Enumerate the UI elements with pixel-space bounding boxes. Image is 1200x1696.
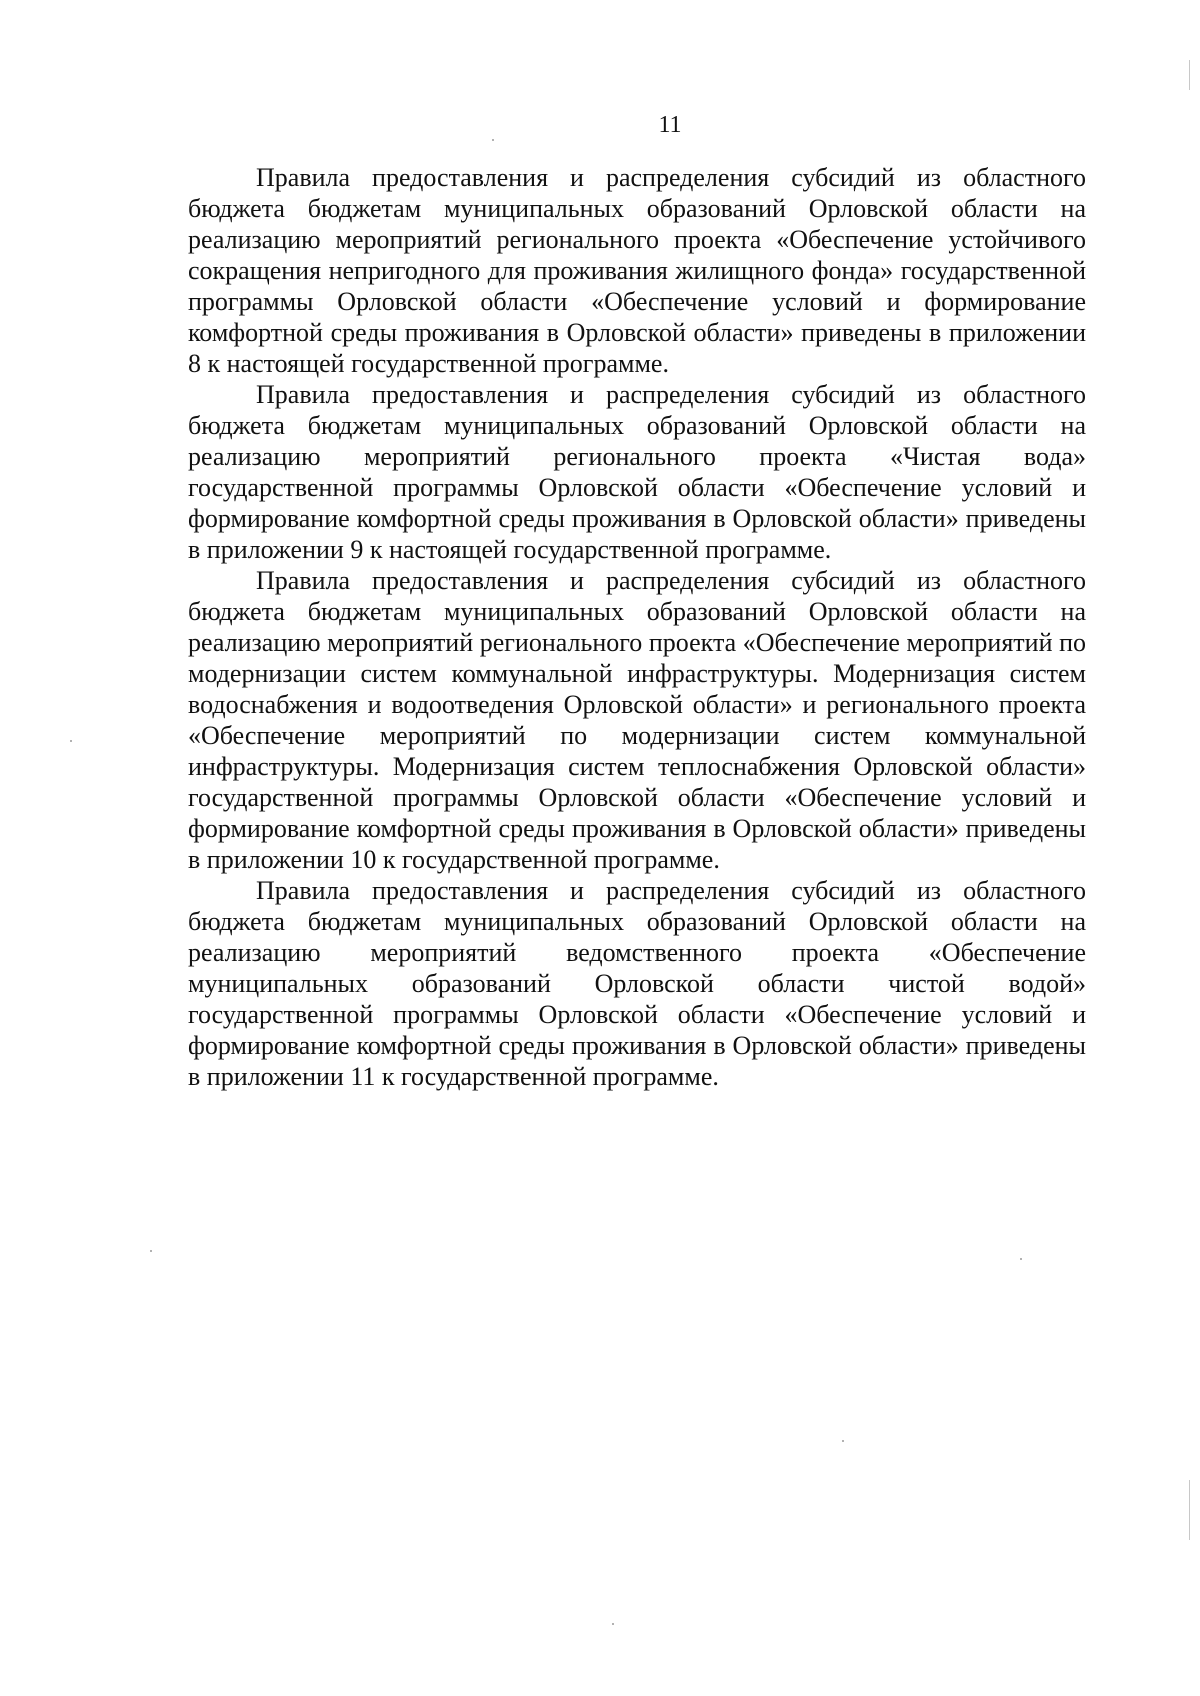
scan-speck (492, 139, 494, 141)
scan-speck (612, 1623, 614, 1625)
scan-edge-mark (1189, 60, 1190, 90)
paragraph-appendix-9: Правила предоставления и распределения субсидий из областного бюджета бюджетам муниципальных образований Орловской области на реализацию мероприятий регионального проекта «Чистая вода» государственной программы Орловской области «Обеспечение условий и формирование комфортной среды проживания в Орловской области» приведены в приложении 9 к настоящей государственной программе. (188, 380, 1086, 564)
body-text (188, 162, 1086, 1092)
paragraph-appendix-11: Правила предоставления и распределения субсидий из областного бюджета бюджетам муниципальных образований Орловской области на реализацию мероприятий ведомственного проекта «Обеспечение муниципальных образований Орловской области чистой водой» государственной программы Орловской области «Обеспечение условий и формирование комфортной среды проживания в Орловской области» приведены в приложении 11 к государственной программе. (188, 876, 1086, 1091)
scan-speck (1020, 1258, 1022, 1260)
scan-speck (842, 1440, 844, 1442)
page-number: 11 (658, 112, 682, 138)
scan-speck (150, 1250, 152, 1252)
paragraph-appendix-10: Правила предоставления и распределения субсидий из областного бюджета бюджетам муниципальных образований Орловской области на реализацию мероприятий регионального проекта «Обеспечение мероприятий по модернизации систем коммунальной инфраструктуры. Модернизация систем водоснабжения и водоотведения Орловской области» и регионального проекта «Обеспечение мероприятий по модернизации систем коммунальной инфраструктуры. Модернизация систем теплоснабжения Орловской области» государственной программы Орловской области «Обеспечение условий и формирование комфортной среды проживания в Орловской области» приведены в приложении 10 к государственной программе. (188, 566, 1086, 874)
scan-speck (70, 740, 72, 742)
scan-edge-mark (1189, 1480, 1190, 1540)
paragraph-appendix-8: Правила предоставления и распределения субсидий из областного бюджета бюджетам муниципальных образований Орловской области на реализацию мероприятий регионального проекта «Обеспечение устойчивого сокращения непригодного для проживания жилищного фонда» государственной программы Орловской области «Обеспечение условий и формирование комфортной среды проживания в Орловской области» приведены в приложении 8 к настоящей государственной программе. (188, 163, 1086, 378)
